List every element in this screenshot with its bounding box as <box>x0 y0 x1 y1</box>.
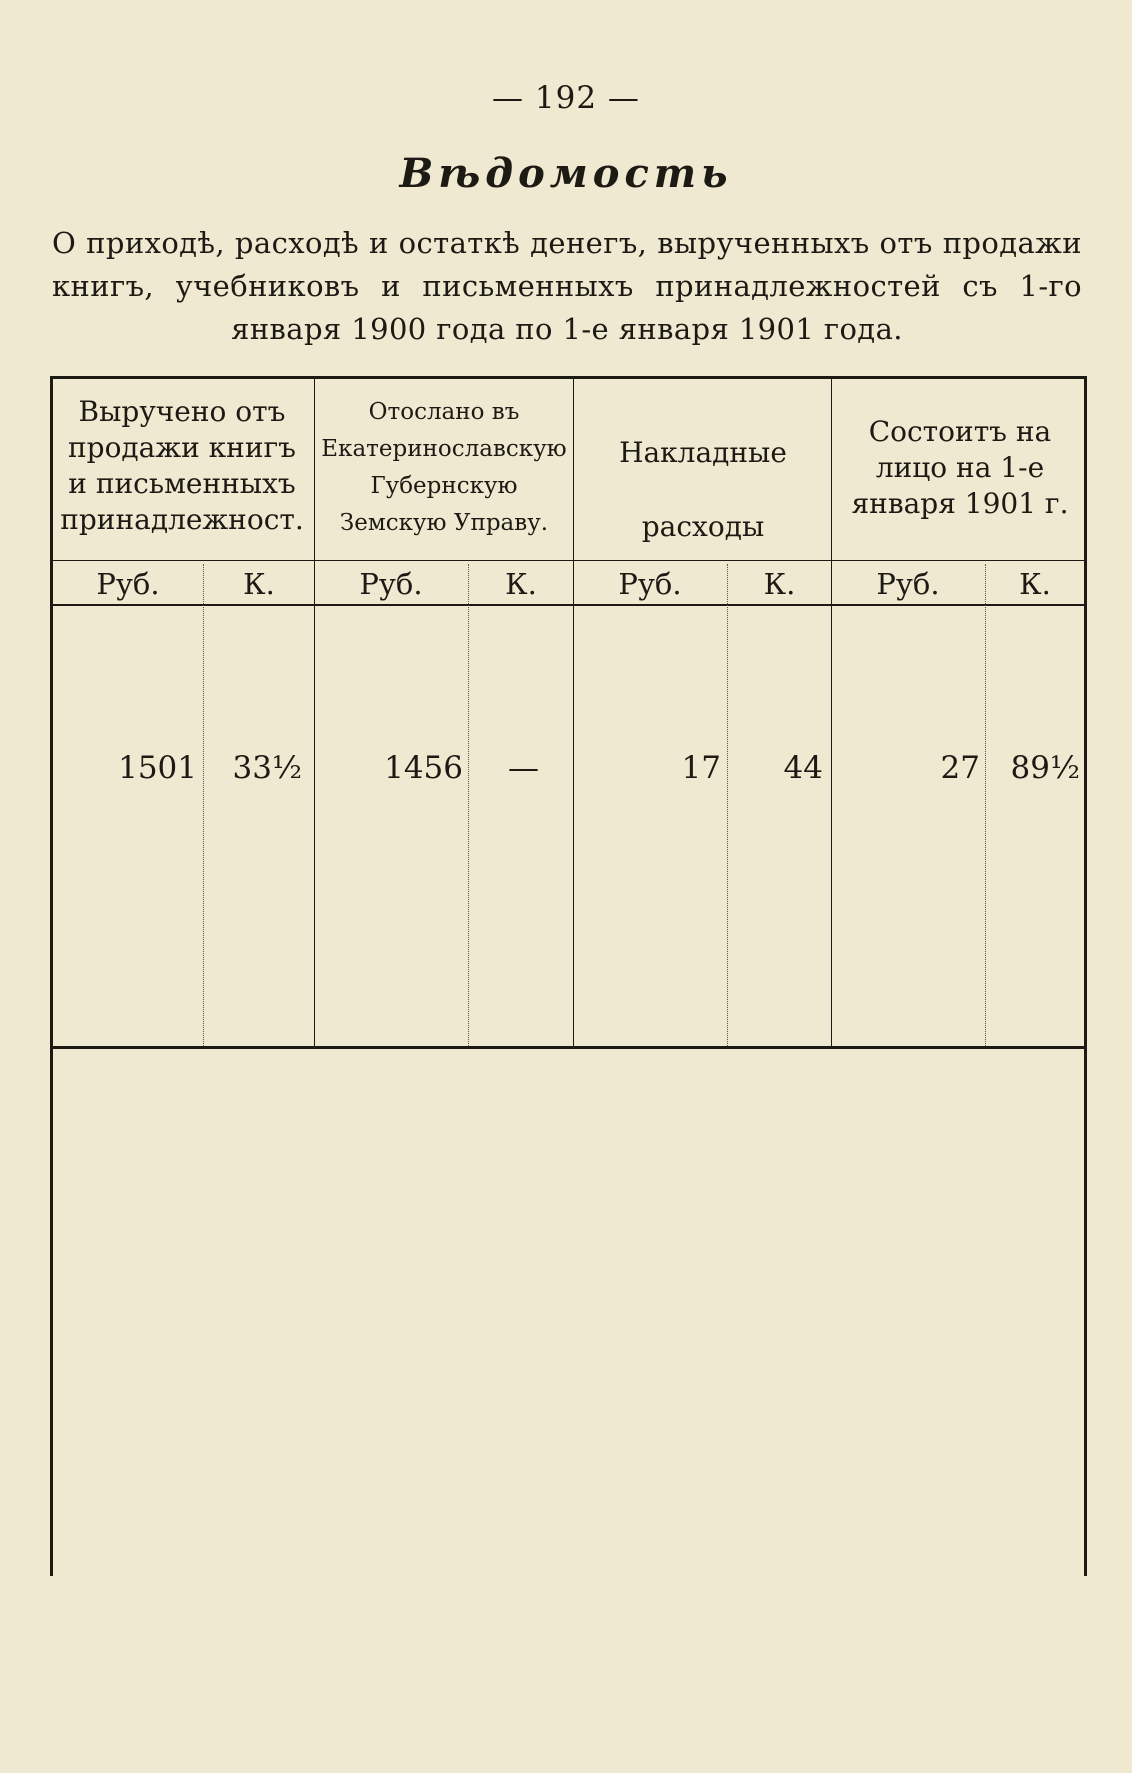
unit-rub-4: Руб. <box>876 567 940 601</box>
page-number: — 192 — <box>492 80 640 116</box>
cell-sent-rub: 1456 <box>384 750 463 786</box>
unit-kop-3: К. <box>763 567 796 601</box>
col-sep-1 <box>314 376 315 1046</box>
col-sep-2 <box>573 376 574 1046</box>
document-title: Вѣдомость <box>399 150 733 197</box>
sub-sep-4 <box>985 564 986 1046</box>
header-sent: Отослано въ Екатеринославскую Губернскую Земскую Управу. <box>321 399 567 536</box>
header-revenue: Выручено отъ продажи книгъ и письменныхъ принадлежност. <box>60 395 304 536</box>
sub-sep-3 <box>727 564 728 1046</box>
table-top-rule <box>50 376 1087 379</box>
cell-overhead-kop: 44 <box>783 750 823 786</box>
header-overhead: Накладные расходы <box>619 436 787 543</box>
sub-sep-2 <box>468 564 469 1046</box>
statement-table <box>50 376 1090 1576</box>
cell-revenue-rub: 1501 <box>118 750 197 786</box>
header-balance: Состоитъ на лицо на 1-е января 1901 г. <box>851 415 1069 520</box>
header-unit-rule <box>50 560 1087 561</box>
table-left-border <box>50 376 53 1576</box>
col-sep-3 <box>831 376 832 1046</box>
unit-kop-2: К. <box>505 567 537 601</box>
cell-balance-kop: 89½ <box>1010 750 1080 786</box>
document-subtitle: О приходѣ, расходѣ и остаткѣ денегъ, вырученныхъ отъ продажи книгъ, учебниковъ и письменныхъ принадлежностей съ 1-го января 1900 года по 1-е января 1901 года. <box>52 226 1082 346</box>
unit-kop-1: К. <box>243 567 275 601</box>
sub-sep-1 <box>203 564 204 1046</box>
cell-overhead-rub: 17 <box>681 750 721 786</box>
body-bottom-rule <box>50 1046 1087 1049</box>
unit-rub-1: Руб. <box>96 567 160 601</box>
unit-rub-2: Руб. <box>359 567 423 601</box>
cell-sent-kop: — <box>508 750 539 786</box>
unit-rub-3: Руб. <box>618 567 682 601</box>
cell-revenue-kop: 33½ <box>232 750 302 786</box>
unit-kop-4: К. <box>1019 567 1051 601</box>
header-bottom-rule <box>50 604 1087 606</box>
table-right-border <box>1084 376 1087 1576</box>
cell-balance-rub: 27 <box>940 750 980 786</box>
